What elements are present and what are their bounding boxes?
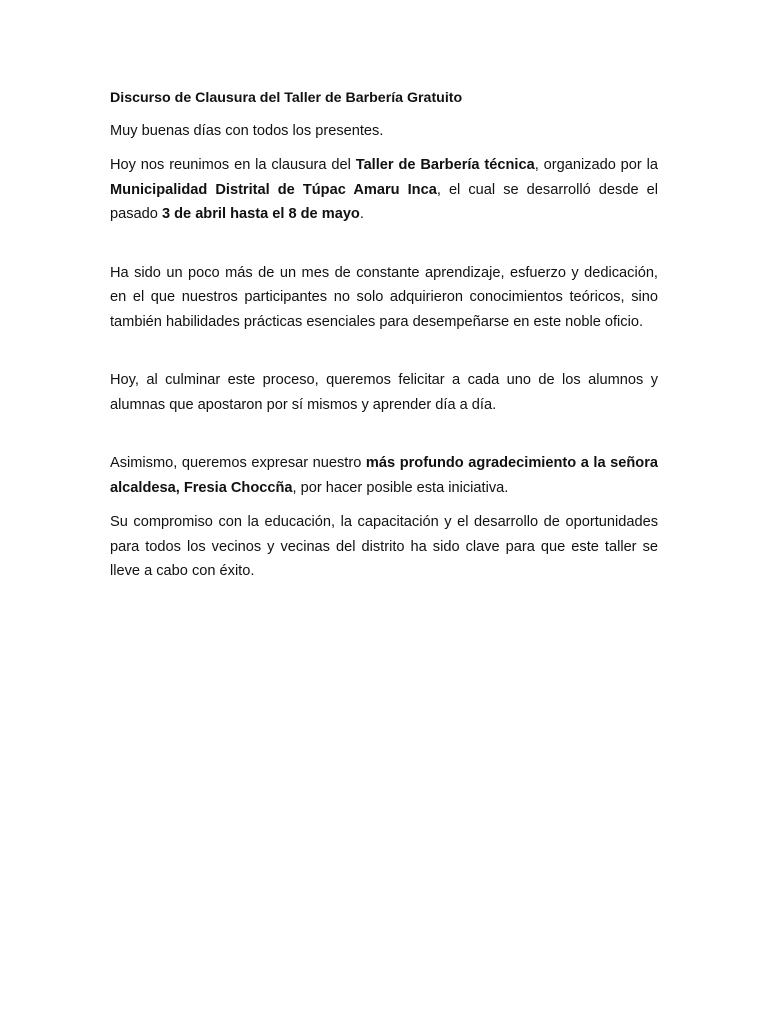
greeting-paragraph: Muy buenas días con todos los presentes. <box>110 122 384 139</box>
thanks-highlight: más profundo agradecimiento a la señora alcaldesa, Fresia Choccña <box>110 455 658 496</box>
document-page <box>110 86 658 594</box>
intro-text-3: , el cual se desarrolló desde el pasado <box>110 181 658 222</box>
municipality-name: Municipalidad Distrital de Túpac Amaru Inca <box>110 181 437 198</box>
intro-text-1: Hoy nos reunimos en la clausura del <box>110 157 356 173</box>
workshop-dates: 3 de abril hasta el 8 de mayo <box>161 206 360 222</box>
intro-paragraph <box>110 153 658 227</box>
thanks-text-1: Asimismo, queremos expresar nuestro <box>110 455 366 471</box>
thanks-text-2: , por hacer posible esta iniciativa. <box>292 479 509 496</box>
intro-text-2: , organizado por la <box>534 157 658 173</box>
document-title: Discurso de Clausura del Taller de Barbería Gratuito <box>110 90 463 106</box>
workshop-name: Taller de Barbería técnica <box>355 157 535 173</box>
dedication-paragraph: Ha sido un poco más de un mes de constante aprendizaje, esfuerzo y dedicación, en el que nuestros participantes no solo adquirieron conocimientos teóricos, sino también habilidades prácticas esenciales para desempeñarse en este noble oficio. <box>110 264 658 330</box>
commitment-paragraph: Su compromiso con la educación, la capacitación y el desarrollo de oportunidades para todos los vecinos y vecinas del distrito ha sido clave para que este taller se lleve a cabo con éxito. <box>110 514 658 579</box>
intro-text-4: . <box>359 206 364 222</box>
thanks-paragraph <box>110 451 658 500</box>
congratulations-paragraph: Hoy, al culminar este proceso, queremos felicitar a cada uno de los alumnos y alumnas que apostaron por sí mismos y aprender día a día. <box>110 372 658 413</box>
